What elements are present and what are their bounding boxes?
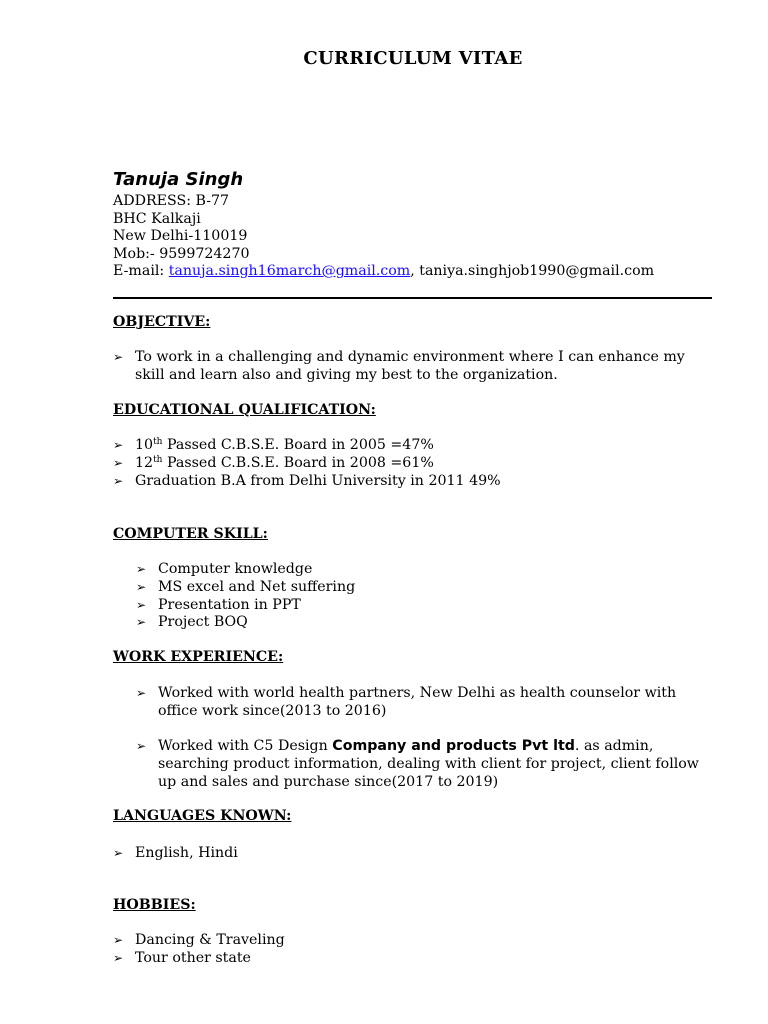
email-secondary: , taniya.singhjob1990@gmail.com <box>410 263 655 279</box>
arrow-bullet-icon: ➢ <box>113 473 124 488</box>
objective-text: To work in a challenging and dynamic environment where I can enhance my skill and learn also and giving my best to the organization. <box>135 349 685 383</box>
work-item-2-prefix: Worked with C5 Design <box>158 738 333 755</box>
list-item <box>113 455 715 473</box>
arrow-bullet-icon: ➢ <box>136 597 147 612</box>
objective-heading: OBJECTIVE: <box>113 314 211 330</box>
arrow-bullet-icon: ➢ <box>136 579 147 594</box>
ordinal-suffix: th <box>153 454 163 465</box>
arrow-bullet-icon: ➢ <box>136 562 147 576</box>
list-item <box>113 437 715 455</box>
arrow-bullet-icon: ➢ <box>113 455 124 470</box>
work-item-1: Worked with world health partners, New Delhi as health counselor with office work since(2013 to 2016) <box>158 685 677 719</box>
arrow-bullet-icon: ➢ <box>113 933 124 947</box>
list-item <box>136 579 716 597</box>
company-name: Company and products Pvt ltd <box>332 738 575 755</box>
arrow-bullet-icon: ➢ <box>136 686 147 700</box>
education-item-3: Graduation B.A from Delhi University in 2011 49% <box>135 472 501 489</box>
education-heading: EDUCATIONAL QUALIFICATION: <box>113 402 376 418</box>
education-list <box>113 437 715 490</box>
list-item <box>136 614 716 632</box>
list-item <box>113 349 715 385</box>
list-item <box>113 473 715 491</box>
skill-item: Presentation in PPT <box>158 596 301 613</box>
email-line <box>113 263 654 281</box>
education-item-2 <box>135 455 434 471</box>
arrow-bullet-icon: ➢ <box>113 350 124 364</box>
arrow-bullet-icon: ➢ <box>113 950 124 965</box>
language-item: English, Hindi <box>135 845 238 861</box>
list-item <box>136 685 716 721</box>
address-line-2: BHC Kalkaji <box>113 210 201 227</box>
list-item <box>136 597 716 615</box>
hobby-item: Tour other state <box>135 949 251 966</box>
computer-skill-heading: COMPUTER SKILL: <box>113 526 268 542</box>
grade-number: 10 <box>135 437 154 453</box>
skill-item: Project BOQ <box>158 614 248 631</box>
education-detail: Passed C.B.S.E. Board in 2005 =47% <box>162 437 434 453</box>
arrow-bullet-icon: ➢ <box>136 615 147 630</box>
hobby-item: Dancing & Traveling <box>135 932 285 948</box>
list-item <box>113 950 715 968</box>
document-title: CURRICULUM VITAE <box>303 48 523 69</box>
candidate-name: Tanuja Singh <box>113 169 244 190</box>
arrow-bullet-icon: ➢ <box>136 739 147 754</box>
list-item <box>136 738 716 791</box>
work-item-2 <box>158 738 699 790</box>
hobbies-list <box>113 932 715 968</box>
grade-number: 12 <box>135 454 154 471</box>
languages-heading: LANGUAGES KNOWN: <box>113 808 292 824</box>
work-experience-heading: WORK EXPERIENCE: <box>113 649 284 665</box>
list-item <box>113 932 715 950</box>
email-label: E-mail: <box>113 263 169 279</box>
arrow-bullet-icon: ➢ <box>113 846 124 860</box>
contact-block <box>113 193 654 281</box>
address-line-3: New Delhi-110019 <box>113 228 248 244</box>
work-experience-list <box>136 685 716 791</box>
address-line-1: ADDRESS: B-77 <box>113 193 230 209</box>
work-item-2-detail: . as admin, searching product information, dealing with client for project, client follow up and sales and purchase since(2017 to 2019) <box>158 738 699 790</box>
arrow-bullet-icon: ➢ <box>113 438 124 452</box>
list-item <box>136 561 716 579</box>
header-divider <box>113 297 712 299</box>
objective-list <box>113 349 715 385</box>
ordinal-suffix: th <box>153 437 163 447</box>
hobbies-heading: HOBBIES: <box>113 897 196 913</box>
education-item-1 <box>135 437 434 453</box>
languages-list <box>113 845 715 863</box>
skill-item: Computer knowledge <box>158 561 313 577</box>
list-item <box>113 845 715 863</box>
computer-skill-list <box>136 561 716 632</box>
skill-item: MS excel and Net suffering <box>158 578 356 595</box>
mobile-number: Mob:- 9599724270 <box>113 245 250 262</box>
email-link-primary[interactable]: tanuja.singh16march@gmail.com <box>168 263 411 279</box>
education-detail: Passed C.B.S.E. Board in 2008 =61% <box>162 454 434 471</box>
